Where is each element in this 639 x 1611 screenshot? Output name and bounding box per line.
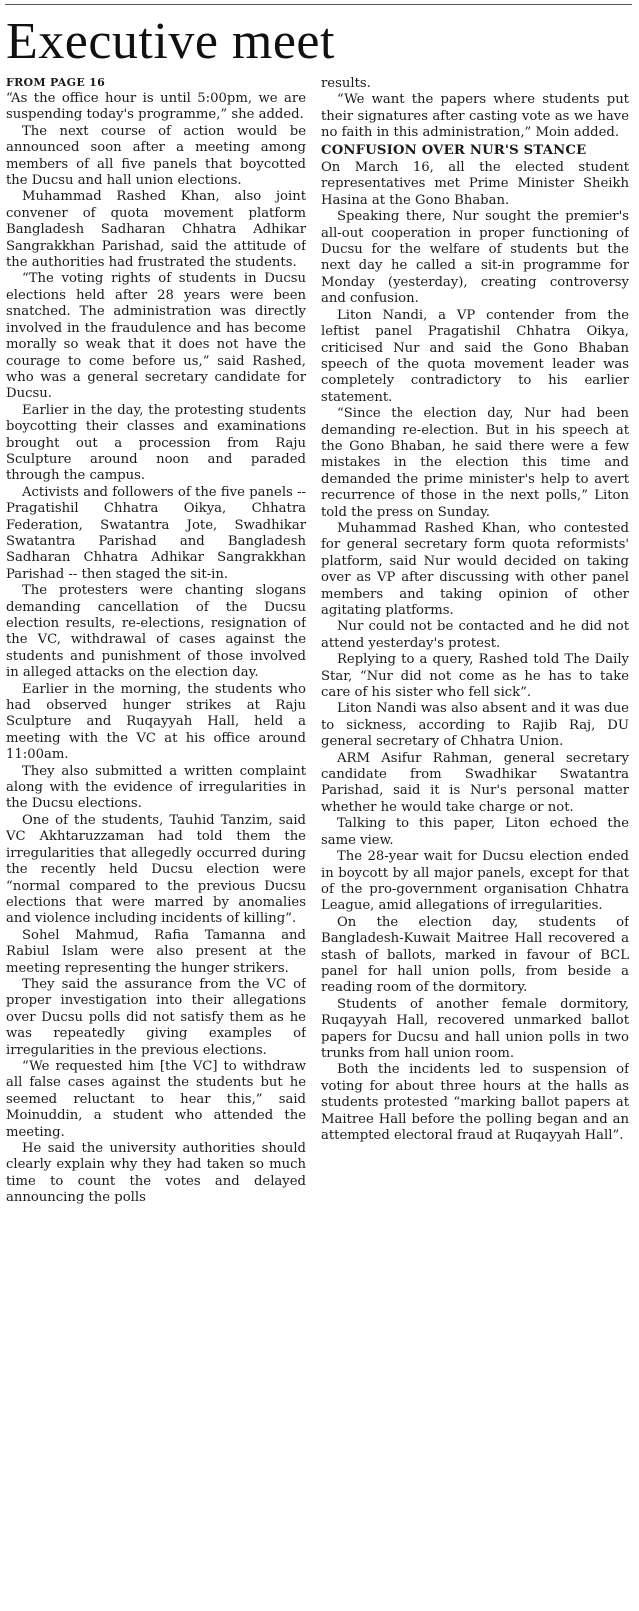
paragraph: Speaking there, Nur sought the premier's all-out cooperation in proper functioning of Ducsu for the welfare of students but the next day he called a sit-in programme for Monday (yesterday), creating controversy and confusion. <box>321 209 629 307</box>
paragraph: Nur could not be contacted and he did not attend yesterday's protest. <box>321 619 629 651</box>
paragraph: “We requested him [the VC] to withdraw all false cases against the students but he seemed reluctant to hear this,” said Moinuddin, a student who attended the meeting. <box>6 1058 306 1140</box>
right-column <box>321 76 629 1608</box>
paragraph: ARM Asifur Rahman, general secretary candidate from Swadhikar Swatantra Parishad, said it is Nur's personal matter whether he would take charge or not. <box>321 750 629 815</box>
paragraph: Students of another female dormitory, Ruqayyah Hall, recovered unmarked ballot papers for Ducsu and hall union polls in two trunks from hall union room. <box>321 996 629 1061</box>
paragraph: The 28-year wait for Ducsu election ended in boycott by all major panels, except for that of the pro-government organisation Chhatra League, amid allegations of irregularities. <box>321 849 629 914</box>
paragraph: They said the assurance from the VC of proper investigation into their allegations over Ducsu polls did not satisfy them as he was repeatedly giving examples of irregularities in the previous elections. <box>6 976 306 1058</box>
left-column <box>6 76 306 1608</box>
paragraph: One of the students, Tauhid Tanzim, said VC Akhtaruzzaman had told them the irregularities that allegedly occurred during the recently held Ducsu election were “normal compared to the previous Ducsu elections that were marred by anomalies and violence including incidents of killing”. <box>6 812 306 927</box>
paragraph: They also submitted a written complaint along with the evidence of irregularities in the Ducsu elections. <box>6 763 306 812</box>
paragraph: The protesters were chanting slogans demanding cancellation of the Ducsu election results, re-elections, resignation of the VC, withdrawal of cases against the students and punishment of those involved in alleged attacks on the election day. <box>6 583 306 681</box>
paragraph: “The voting rights of students in Ducsu elections held after 28 years were been snatched. The administration was directly involved in the fraudulence and has become morally so weak that it does not have the courage to come before us,” said Rashed, who was a general secretary candidate for Ducsu. <box>6 271 306 402</box>
paragraph: “We want the papers where students put their signatures after casting vote as we have no faith in this administration,” Moin added. <box>321 92 629 141</box>
paragraph: Sohel Mahmud, Rafia Tamanna and Rabiul Islam were also present at the meeting representing the hunger strikers. <box>6 927 306 976</box>
paragraph: results. <box>321 76 371 91</box>
paragraph: He said the university authorities should clearly explain why they had taken so much time to count the votes and delayed announcing the polls <box>6 1141 306 1206</box>
top-rule <box>5 4 632 5</box>
paragraph: Earlier in the morning, the students who had observed hunger strikes at Raju Sculpture and Ruqayyah Hall, held a meeting with the VC at his office around 11:00am. <box>6 681 306 763</box>
paragraph: The next course of action would be announced soon after a meeting among members of all five panels that boycotted the Ducsu and hall union elections. <box>6 123 306 189</box>
paragraph: On March 16, all the elected student representatives met Prime Minister Sheikh Hasina at the Gono Bhaban. <box>321 160 629 208</box>
paragraph: “As the office hour is until 5:00pm, we are suspending today's programme,” she added. <box>6 91 306 123</box>
paragraph: Muhammad Rashed Khan, who contested for general secretary form quota reformists' platform, said Nur would decided on taking over as VP after discussing with other panel members and taking opinion of other agitating platforms. <box>321 520 629 618</box>
paragraph: Liton Nandi was also absent and it was due to sickness, according to Rajib Raj, DU general secretary of Chhatra Union. <box>321 701 629 750</box>
paragraph: Both the incidents led to suspension of voting for about three hours at the halls as students protested “marking ballot papers at Maitree Hall before the polling began and an attempted electoral fraud at Ruqayyah Hall”. <box>321 1062 629 1143</box>
paragraph: Talking to this paper, Liton echoed the same view. <box>321 816 629 848</box>
subhead: CONFUSION OVER NUR'S STANCE <box>321 142 587 158</box>
dateline: FROM PAGE 16 <box>6 76 106 89</box>
paragraph: Activists and followers of the five panels -- Pragatishil Chhatra Oikya, Chhatra Federation, Swatantra Jote, Swadhikar Swatantra Parishad and Bangladesh Sadharan Chhatra Adhikar Sangrakkhan Parishad -- then staged the sit-in. <box>6 484 306 582</box>
paragraph: Replying to a query, Rashed told The Daily Star, “Nur did not come as he has to take care of his sister who fell sick”. <box>321 652 629 701</box>
paragraph: “Since the election day, Nur had been demanding re-election. But in his speech at the Gono Bhaban, he said there were a few mistakes in the election this time and demanded the prime minister's help to avert recurrence of those in the next polls,” Liton told the press on Sunday. <box>321 406 629 520</box>
headline: Executive meet <box>6 13 335 70</box>
paragraph: Liton Nandi, a VP contender from the leftist panel Pragatishil Chhatra Oikya, criticised Nur and said the Gono Bhaban speech of the quota movement leader was completely contradictory to his earlier statement. <box>321 307 629 405</box>
paragraph: Earlier in the day, the protesting students boycotting their classes and examinations brought out a procession from Raju Sculpture around noon and paraded through the campus. <box>6 402 306 484</box>
paragraph: Muhammad Rashed Khan, also joint convener of quota movement platform Bangladesh Sadharan Chhatra Adhikar Sangrakkhan Parishad, said the attitude of the authorities had frustrated the students. <box>6 189 306 271</box>
paragraph: On the election day, students of Bangladesh-Kuwait Maitree Hall recovered a stash of ballots, marked in favour of BCL panel for hall union polls, from beside a reading room of the dormitory. <box>321 914 629 996</box>
